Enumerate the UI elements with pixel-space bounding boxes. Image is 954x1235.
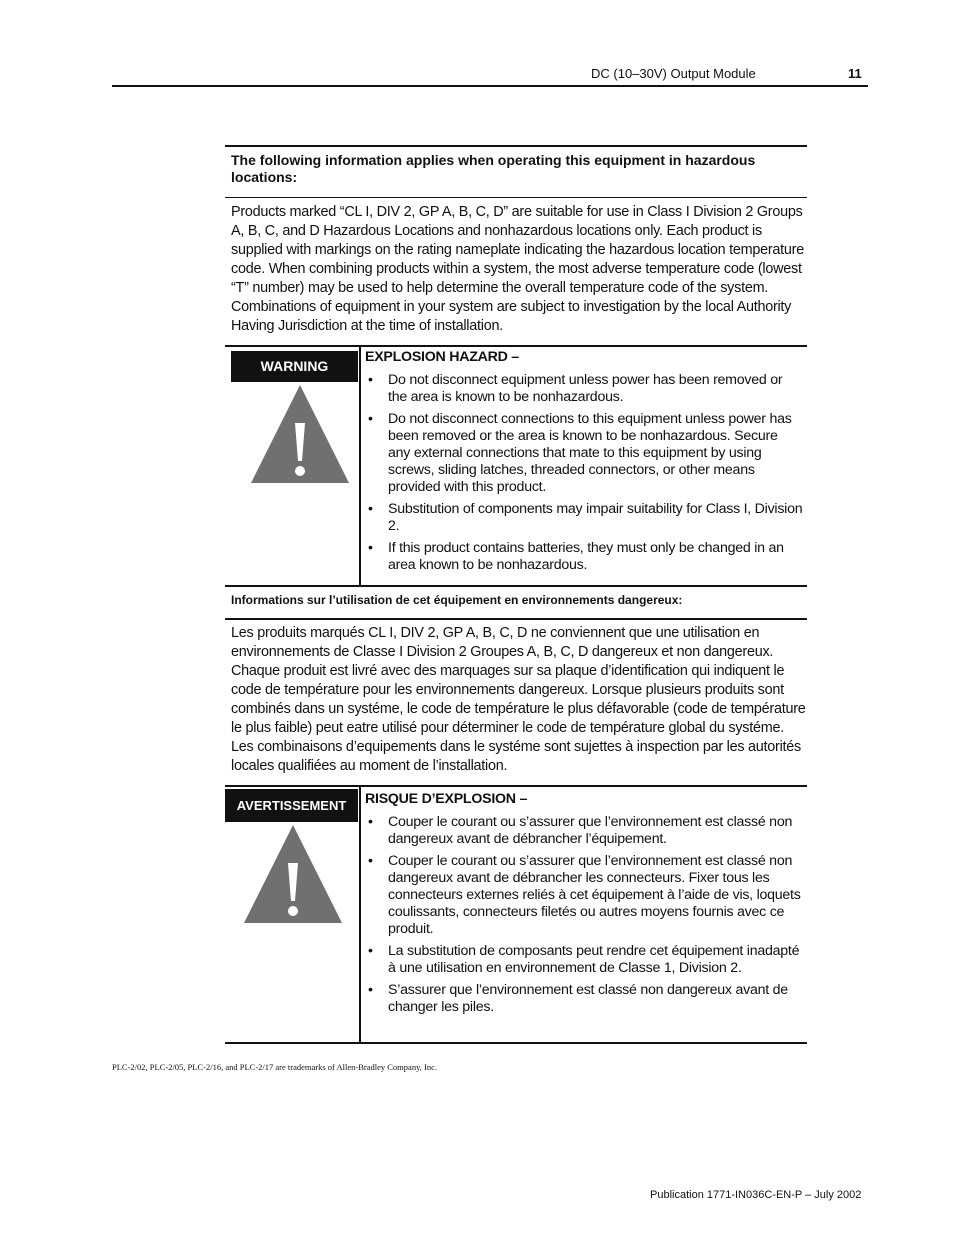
warning-item: • Do not disconnect equipment unless power has been removed or the area is known to be nonhazardous. [365,372,803,406]
warning-box [225,347,807,585]
warning-bottom-rule [225,585,807,587]
warning-divider [359,347,361,585]
page-number: 11 [848,66,862,81]
avertissement-bottom-rule [225,1042,807,1044]
hazardous-locations-heading: The following information applies when operating this equipment in hazardous locations: [231,152,756,185]
trademark-footnote: PLC-2/02, PLC-2/05, PLC-2/16, and PLC-2/17 are trademarks of Allen-Bradley Company, Inc. [112,1062,437,1072]
avertissement-label: AVERTISSEMENT [225,789,358,822]
header-rule [112,85,868,87]
french-paragraph: Les produits marqués CL I, DIV 2, GP A, B, C, D ne conviennent que une utilisation en environnements de Classe I Division 2 Groupes A, B, C, D dangereux et non dangereux. Chaque produit est livré avec des marquages sur sa plaque d’identification qui indiquent le code de température pour les environnements dangereux. Lorsque plusieurs produits sont combinés dans un systéme, le code de température le plus défavorable (code de température le plus faible) peut eatre utilisé pour déterminer le code de température global du systéme. Les combinaisons d’equipements dans le systéme sont sujettes à inspection par les autorités locales qualifiées au moment de l’installation. [231,625,806,774]
avertissement-title: RISQUE D’EXPLOSION – [365,791,528,807]
avertissement-divider [359,787,361,1042]
hazardous-locations-paragraph: Products marked “CL I, DIV 2, GP A, B, C, D” are suitable for use in Class I Division 2 Groups A, B, C, and D Hazardous Locations and nonhazardous locations only. Each product is supplied with markings on the rating nameplate indicating the hazardous location temperature code. When combining products within a system, the most adverse temperature code (lowest “T” number) may be used to help determine the overall temperature code of the system. Combinations of equipment in your system are subject to investigation by the local Authority Having Jurisdiction at the time of installation. [231,204,804,334]
warning-content [365,349,803,579]
warning-list [365,372,803,574]
heading-rule [225,197,807,198]
avertissement-list [365,814,803,1016]
warning-triangle-icon [243,823,343,925]
publication-info: Publication 1771-IN036C-EN-P – July 2002 [650,1189,862,1201]
section-top-rule [225,145,807,147]
warning-item: • Substitution of components may impair suitability for Class I, Division 2. [365,501,803,535]
warning-label: WARNING [231,351,358,382]
warning-item: • Do not disconnect connections to this equipment unless power has been removed or the area is known to be nonhazardous. Secure any external connections that mate to this equipment by using screws, sliding latches, threaded connectors, or other means provided with this product. [365,411,803,496]
french-heading: Informations sur l’utilisation de cet équipement en environnements dangereux: [231,593,683,607]
warning-item: • If this product contains batteries, they must only be changed in an area known to be nonhazardous. [365,540,803,574]
avertissement-item: • Couper le courant ou s’assurer que l’environnement est classé non dangereux avant de débrancher les connecteurs. Fixer tous les connecteurs externes reliés à cet équipement à l’aide de vis, loquets coulissants, connecteurs filetés ou autres moyens fournis avec ce produit. [365,853,803,938]
avertissement-content [365,791,803,1021]
warning-triangle-icon [249,383,351,485]
warning-title: EXPLOSION HAZARD – [365,349,519,365]
running-header-title: DC (10–30V) Output Module [591,66,756,81]
avertissement-item: • S’assurer que l’environnement est classé non dangereux avant de changer les piles. [365,982,803,1016]
avertissement-item: • La substitution de composants peut rendre cet équipement inadapté à une utilisation en environnement de Classe 1, Division 2. [365,943,803,977]
french-heading-rule [225,618,807,620]
avertissement-box [225,787,807,1042]
avertissement-item: • Couper le courant ou s’assurer que l’environnement est classé non dangereux avant de débrancher l’équipement. [365,814,803,848]
